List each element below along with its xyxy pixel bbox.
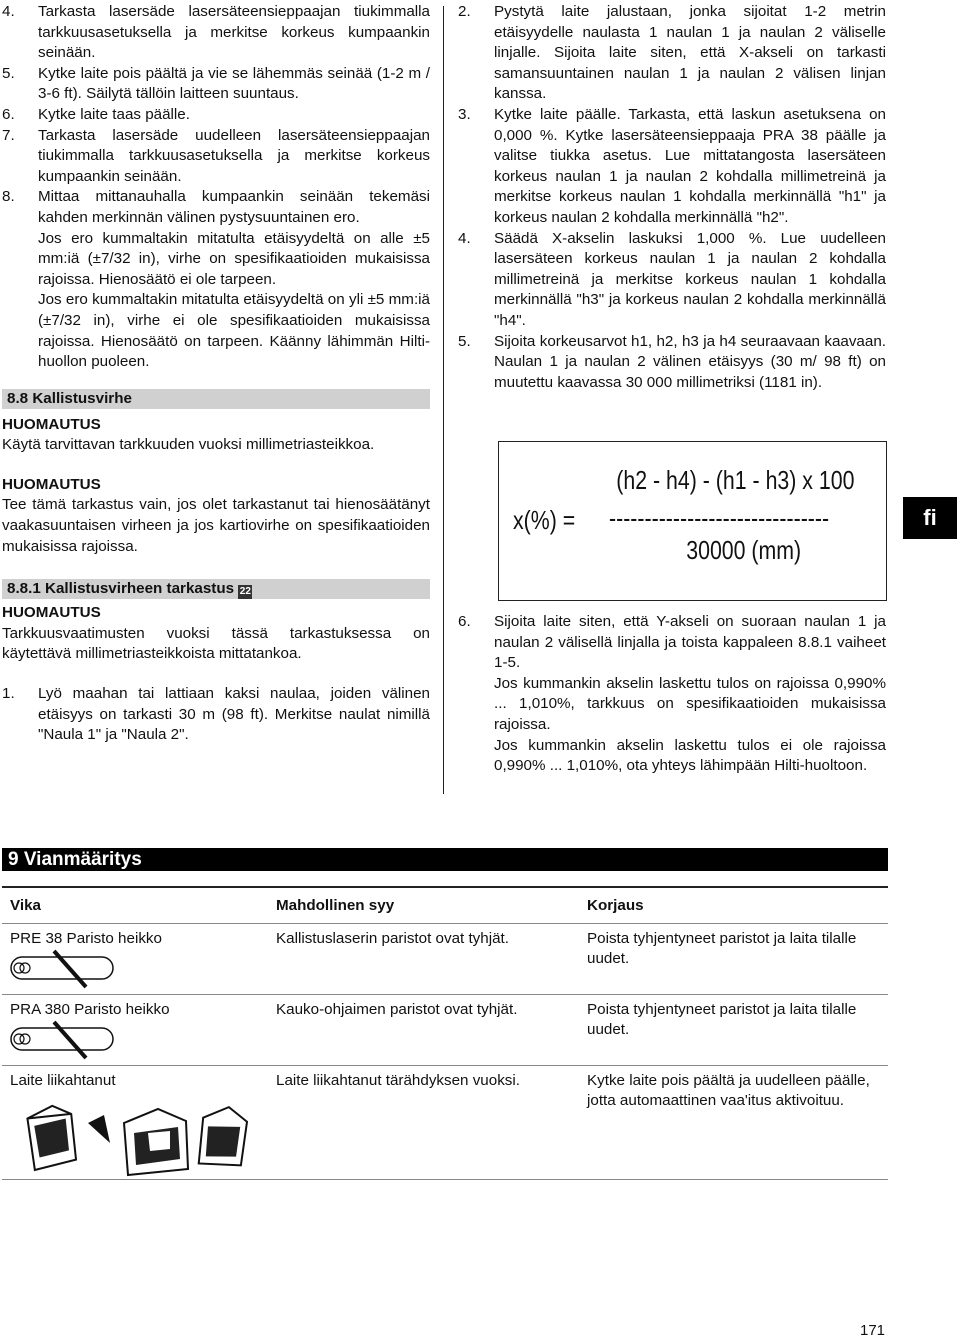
list-item: 2. Pystytä laite jalustaan, jonka sijoitat 1-2 metrin etäisyydelle naulasta 1 naulan 1 ja naulan 2 väliselle linjalle. Sijoita laite siten, että X-akseli on tarkasti samansuuntainen naulan 1 ja naulan 2 välisen linjan kanssa. (458, 3, 886, 103)
page-number: 171 (860, 1322, 886, 1339)
list-item: 5. Sijoita korkeusarvot h1, h2, h3 ja h4 seuraavaan kaavaan. Naulan 1 ja naulan 2 välinen etäisyys (30 m/ 98 ft) on muutettu kaavassa 30 000 millimetriksi (1181 in). (458, 332, 886, 391)
list-item: 1. Lyö maahan tai lattiaan kaksi naulaa, joiden välinen etäisyys on tarkasti 30 m (98 ft). Merkitse naulat nimillä "Naula 1" ja "Naula 2". (2, 685, 430, 744)
table-row (2, 1065, 888, 1180)
section-heading-9: 9 Vianmääritys (2, 848, 888, 871)
section-heading-8-8-1: 8.8.1 Kallistusvirheen tarkastus 22 (2, 579, 430, 599)
list-item: 7. Tarkasta lasersäde uudelleen lasersäteensieppaajan tiukimmalla tarkkuusasetuksella ja merkitse korkeus kumpaankin seinään. (2, 126, 430, 185)
formula-fraction-line: ------------------------------- (609, 503, 830, 533)
table-row (2, 994, 888, 1065)
note-text: Tee tämä tarkastus vain, jos olet tarkastanut tai hienosäätänyt vaakasuuntaisen virheen ja jos kartiovirhe on spesifikaatioiden mukaisissa rajoissa. (2, 496, 430, 555)
cause-cell: Kauko-ohjaimen paristot ovat tyhjät. (268, 994, 579, 1065)
note-label: HUOMAUTUS (2, 475, 101, 493)
fix-cell: Poista tyhjentyneet paristot ja laita tilalle uudet. (579, 994, 888, 1065)
list-item: 4. Säädä X-akselin laskuksi 1,000 %. Lue uudelleen lasersäteen korkeus naulan 1 ja naulan 2 kohdalla millimetreinä ja merkitse korkeus naulan 1 kohdalla merkinnällä "h3" ja korkeus naulan 2 kohdalla merkinnällä "h4". (458, 229, 886, 329)
figure-ref-badge: 22 (239, 586, 251, 598)
battery-low-icon (10, 949, 118, 989)
list-item: 4. Tarkasta lasersäde lasersäteensieppaajan tiukimmalla tarkkuusasetuksella ja merkitse korkeus kumpaankin seinään. (2, 3, 430, 62)
table-row (2, 923, 888, 994)
column-header: Vika (2, 887, 268, 923)
column-header: Korjaus (579, 887, 888, 923)
battery-low-icon (10, 1020, 118, 1060)
step8-note-within-spec: Jos ero kummaltakin mitatulta etäisyydeltä on alle ±5 mm:iä (±7/32 in), virhe on spesifikaatioiden mukaisissa rajoissa. Hienosäätö ei ole tarpeen. (38, 229, 430, 288)
list-item: 3. Kytke laite päälle. Tarkasta, että laskun asetuksena on 0,000 %. Kytke lasersäteensieppaaja PRA 38 päälle ja valitse tiukka asetus. Lue mittatangosta lasersäteen korkeus naulan 1 ja naulan 2 kohdalla millimetreinä ja merkitse korkeus naulan 1 kohdalla merkinnällä "h1" ja korkeus naulan 2 kohdalla merkinnällä "h2". (458, 105, 886, 226)
cause-cell: Laite liikahtanut tärähdyksen vuoksi. (268, 1065, 579, 1180)
language-tab: fi (903, 497, 957, 539)
note-text: Käytä tarvittavan tarkkuuden vuoksi millimetriasteikkoa. (2, 436, 375, 454)
fix-cell: Poista tyhjentyneet paristot ja laita tilalle uudet. (579, 923, 888, 994)
note-label: HUOMAUTUS (2, 415, 101, 433)
list-item: 5. Kytke laite pois päältä ja vie se lähemmäs seinää (1-2 m / 3-6 ft). Säilytä tällöin laitteen suuntaus. (2, 64, 430, 103)
section-heading-8-8: 8.8 Kallistusvirhe (2, 389, 430, 409)
fault-cell: PRA 380 Paristo heikko (10, 1000, 170, 1018)
list-item: 8. Mittaa mittanauhalla kumpaankin seinään tekemäsi kahden merkinnän välinen pystysuuntainen ero. (2, 188, 430, 226)
formula-numerator: (h2 - h4) - (h1 - h3) x 100 (615, 465, 854, 495)
step6-note-out-of-spec: Jos kummankin akselin laskettu tulos ei ole rajoissa 0,990% ... 1,010%, ota yhteys lähimpään Hilti-huoltoon. (494, 736, 886, 775)
formula-denominator: 30000 (mm) (686, 535, 801, 565)
formula-lhs: x(%) = (513, 505, 576, 535)
tilt-error-formula (498, 441, 887, 601)
column-header: Mahdollinen syy (268, 887, 579, 923)
note-label: HUOMAUTUS (2, 604, 101, 622)
step6-note-within-spec: Jos kummankin akselin laskettu tulos on rajoissa 0,990% ... 1,010%, tarkkuus on spesifikaatioiden mukaisissa rajoissa. (494, 674, 886, 733)
column-divider (443, 6, 444, 794)
device-tilted-icon (10, 1091, 260, 1179)
cause-cell: Kallistuslaserin paristot ovat tyhjät. (268, 923, 579, 994)
fault-cell: Laite liikahtanut (10, 1071, 116, 1089)
fault-cell: PRE 38 Paristo heikko (10, 929, 162, 947)
left-column (2, 0, 430, 746)
troubleshooting-table (2, 886, 888, 1180)
list-item: 6. Kytke laite taas päälle. (2, 105, 190, 123)
step8-note-out-of-spec: Jos ero kummaltakin mitatulta etäisyydeltä on yli ±5 mm:iä (±7/32 in), virhe ei ole spesifikaatioiden mukaisissa rajoissa. Hienosäätö on tarpeen. Käänny lähimmän Hilti-huollon puoleen. (38, 291, 430, 371)
note-text: Tarkkuusvaatimusten vuoksi tässä tarkastuksessa on käytettävä millimetriasteikkoista mittatankoa. (2, 624, 430, 663)
list-item: 6. Sijoita laite siten, että Y-akseli on suoraan naulan 1 ja naulan 2 välisellä linjalla ja toista kappaleen 8.8.1 vaiheet 1-5. (458, 613, 886, 672)
table-header-row (2, 887, 888, 923)
fix-cell: Kytke laite pois päältä ja uudelleen päälle, jotta automaattinen vaa'itus aktivoituu. (579, 1065, 888, 1180)
